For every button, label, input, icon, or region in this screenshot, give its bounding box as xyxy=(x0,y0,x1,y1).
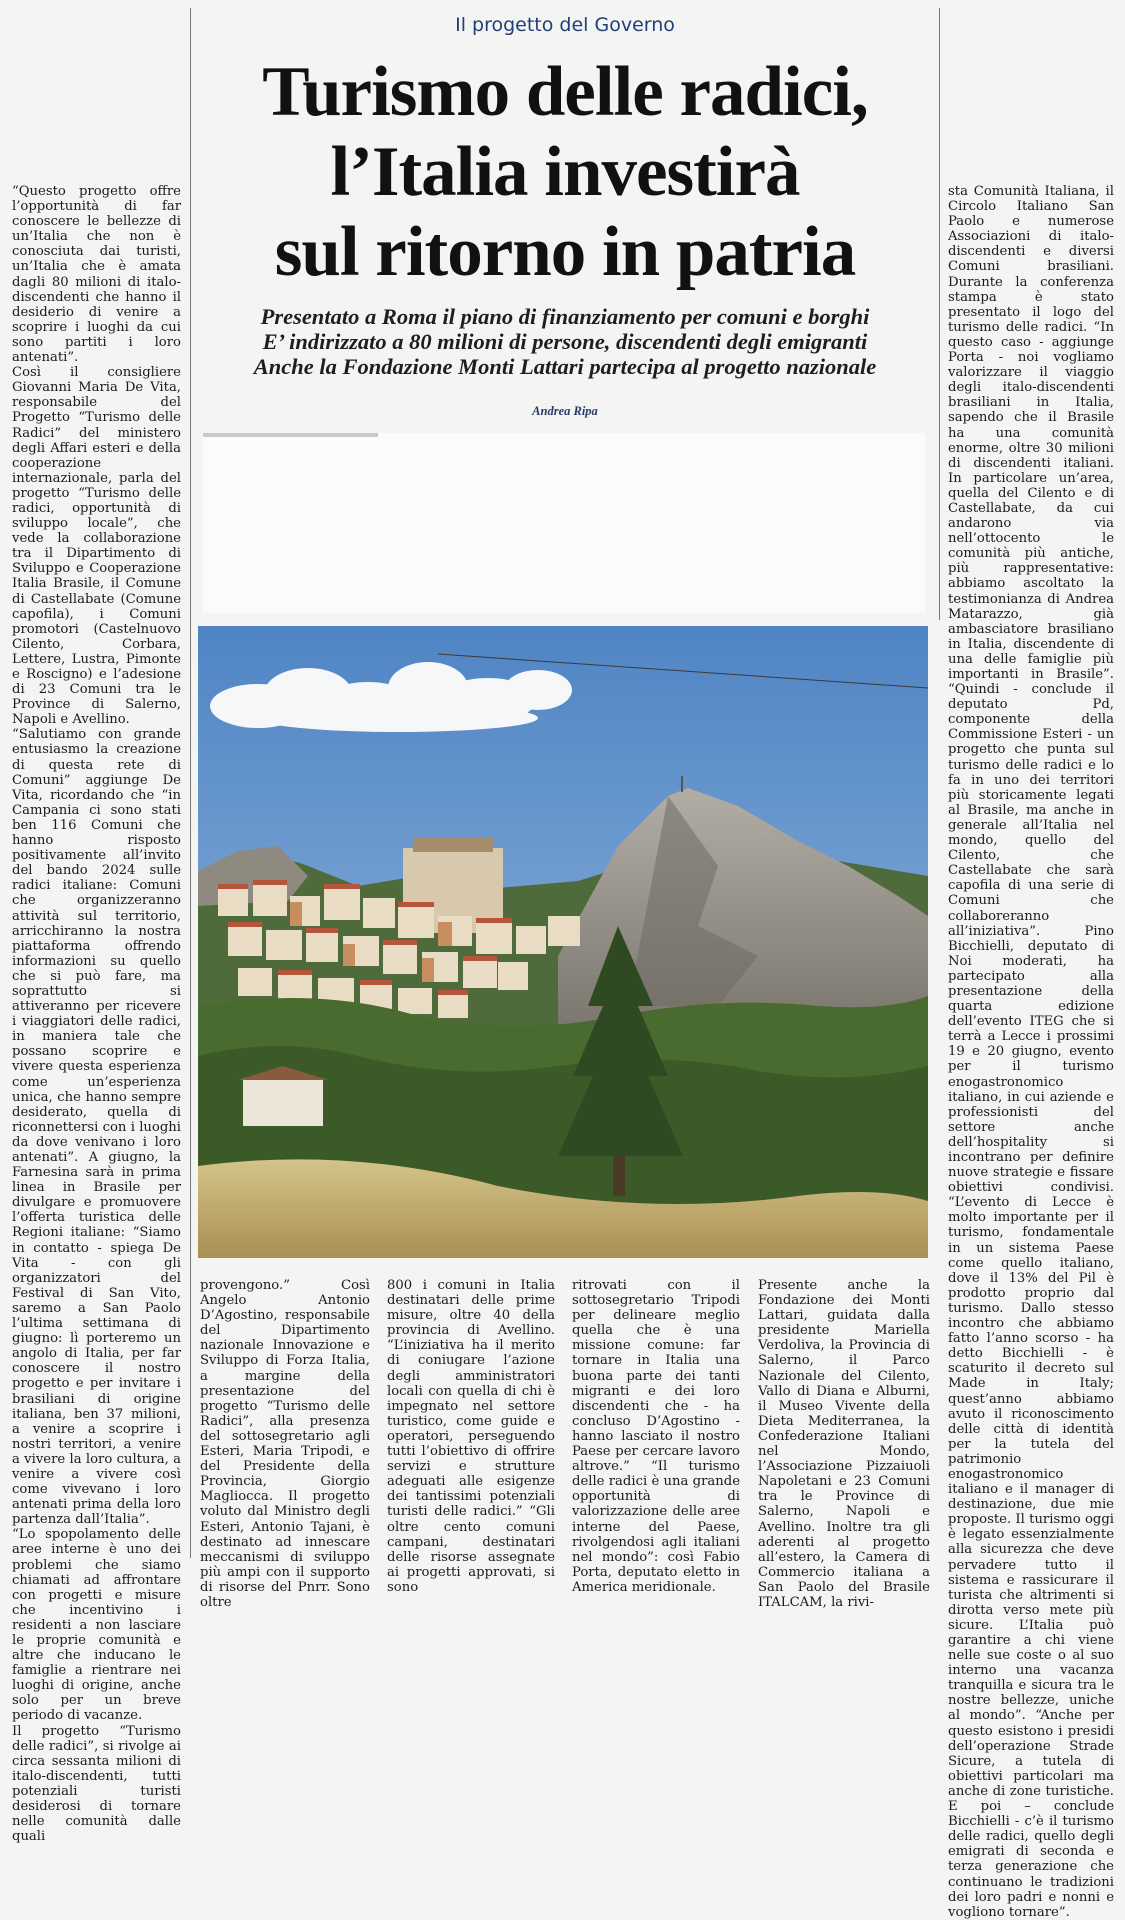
article-column-right xyxy=(948,184,1114,1920)
headline-line-2: l’Italia investirà xyxy=(330,133,800,211)
paragraph: “Salutiamo con grande entusiasmo la creazione di questa rete di Comuni” aggiunge De Vita, ricordando che “in Campania ci sono stati ben 116 Comuni che hanno risposto positivamente all’invito del bando 2024 sulle radici italiane: Comuni che organizzeranno attività sul territorio, arricchiranno la nostra piattaforma offrendo informazioni su quello che si può fare, ma soprattutto si attiveranno per ricevere i viaggiatori delle radici, in maniera tale che possano scoprire e vivere questa esperienza come un’esperienza unica, che hanno sempre desiderato, quella di riconnettersi con i luoghi da dove venivano i loro antenati”. A giugno, la Farnesina sarà in prima linea in Brasile per divulgare e promuovere l’offerta turistica delle Regioni italiane: “Siamo in contatto - spiega De Vita - con gli organizzatori del Festival di San Vito, saremo a San Paolo l’ultima settimana di giugno: lì porteremo un angolo di Italia, per far conoscere il nostro progetto e per invitare i brasiliani di origine italiana, ben 37 milioni, a venire a scoprire i nostri territori, a venire a vivere la loro cultura, a venire a vivere così come vivevano i loro antenati prima della loro partenza dall’Italia”. xyxy=(12,727,181,1528)
blank-area-edge xyxy=(203,433,378,437)
subheadline xyxy=(190,304,940,379)
section-kicker: Il progetto del Governo xyxy=(455,14,675,36)
article-column-left xyxy=(12,184,181,1845)
paragraph: sta Comunità Italiana, il Circolo Italiano San Paolo e numerose Associazioni di italo- discendenti e diversi Comuni brasiliani. Durante la conferenza stampa è stato presentato il logo del turismo delle radici. “In questo caso - aggiunge Porta - noi vogliamo valorizzare il viaggio degli italo-discendenti brasiliani in Italia, sapendo che il Brasile ha una comunità enorme, oltre 30 milioni di discendenti italiani. In particolare un’area, quella del Cilento e di Castellabate, da cui andarono via nell’ottocento le comunità più antiche, più rappresentative: abbiamo ascoltato la testimonianza di Andrea Matarazzo, già ambasciatore brasiliano in Italia, discendente di una delle famiglie più importanti in Brasile”. “Quindi - conclude il deputato Pd, componente della Commissione Esteri - un progetto che punta sul turismo delle radici e lo fa in uno dei territori più storicamente legati al Brasile, ma anche in generale all’Italia nel mondo, quello del Cilento, che Castellabate che sarà capofila di una serie di Comuni che collaboreranno all’iniziativa”. Pino Bicchielli, deputato di Noi moderati, ha partecipato alla presentazione della quarta edizione dell’evento ITEG che si terrà a Lecce i prossimi 19 e 20 giugno, evento per il turismo enogastronomico italiano, in cui aziende e professionisti del settore anche dell’hospitality si incontrano per definire nuove strategie e fissare obiettivi condivisi. “L’evento di Lecce è molto importante per il turismo, fondamentale in un sistema Paese come quello italiano, dove il 13% del Pil è prodotto proprio dal turismo. Dallo stesso incontro che abbiamo fatto l’anno scorso - ha detto Bicchielli - è scaturito il decreto sul Made in Italy; quest’anno abbiamo avuto il riconoscimento delle città di identità per la tutela del patrimonio enogastronomico italiano e il manager di destinazione, due mie proposte. Il turismo oggi è legato essenzialmente alla sicurezza che deve pervadere tutto il sistema e rassicurare il turista che altrimenti si dirotta verso mete più sicure. L’Italia può garantire a chi viene nelle sue coste o al suo interno una vacanza tranquilla e sicura tra le nostre bellezze, uniche al mondo”. “Anche per questo esistono i presidi dell’operazione Strade Sicure, a tutela di obiettivi particolari ma anche di zone turistiche. E poi – conclude Bicchielli - c’è il turismo delle radici, quello degli emigrati di seconda e terza generazione che continuano le tradizioni dei loro padri e nonni e vogliono tornare”. xyxy=(948,184,1114,1920)
paragraph: “Lo spopolamento delle aree interne è uno dei problemi che siamo chiamati ad affrontare con progetti e misure che incentivino i residenti a non lasciare le proprie comunità e altre che inducano le famiglie a rientrare nei luoghi di origine, anche solo per un breve periodo di vacanze. xyxy=(12,1527,181,1724)
subhead-line-2: E’ indirizzato a 80 milioni di persone, discendenti degli emigranti xyxy=(262,329,868,354)
paragraph: “Questo progetto offre l’opportunità di far conoscere le bellezze di un’Italia che non è conosciuta dai turisti, un’Italia che è amata dagli 80 milioni di italo-discendenti che hanno il desiderio di venire a scoprire i luoghi da cui sono partiti i loro antenati”. xyxy=(12,184,181,366)
article-column-bottom-3 xyxy=(572,1278,740,1595)
small-house xyxy=(243,1078,323,1126)
byline: Andrea Ripa xyxy=(532,404,598,418)
paragraph: 800 i comuni in Italia destinatari delle prime misure, oltre 40 della provincia di Avellino. “L’iniziativa ha il merito di coniugare l’azione degli amministratori locali con quella di chi è impegnato nel settore turistico, come guide e operatori, perseguendo tutti l’obiettivo di offrire servizi e strutture adeguati alle esigenze dei tantissimi potenziali turisti delle radici.” “Gli oltre cento comuni campani, destinatari delle risorse assegnate ai progetti approvati, si sono xyxy=(387,1278,555,1595)
paragraph: provengono.” Così Angelo Antonio D’Agostino, responsabile del Dipartimento nazionale Innovazione e Sviluppo di Forza Italia, a margine della presentazione del progetto “Turismo delle Radici”, alla presenza del sottosegretario agli Esteri, Maria Tripodi, e del Presidente della Provincia, Giorgio Magliocca. Il progetto voluto dal Ministro degli Esteri, Antonio Tajani, è destinato ad innescare meccanismi di sviluppo più ampi con il supporto di risorse del Pnrr. Sono oltre xyxy=(200,1278,370,1610)
subhead-line-3: Anche la Fondazione Monti Lattari partecipa al progetto nazionale xyxy=(253,354,877,379)
article-column-bottom-4 xyxy=(758,1278,930,1610)
article-column-bottom-2 xyxy=(387,1278,555,1595)
article-column-bottom-1 xyxy=(200,1278,370,1610)
headline-line-1: Turismo delle radici, xyxy=(262,53,868,131)
paragraph: ritrovati con il sottosegretario Tripodi per delineare meglio quella che è una missione comune: far tornare in Italia una buona parte dei tanti migranti e dei loro discendenti che - ha concluso D’Agostino - hanno lasciato il nostro Paese per cercare lavoro altrove.” “Il turismo delle radici è una grande opportunità di valorizzazione delle aree interne del Paese, rivolgendosi agli italiani nel mondo”: così Fabio Porta, deputato eletto in America meridionale. xyxy=(572,1278,740,1595)
village-landscape-image xyxy=(198,626,928,1258)
subhead-line-1: Presentato a Roma il piano di finanziamento per comuni e borghi xyxy=(260,304,870,329)
hilltop-village-photo xyxy=(198,626,928,1258)
paragraph: Presente anche la Fondazione dei Monti Lattari, guidata dalla presidente Mariella Verdoliva, la Provincia di Salerno, il Parco Nazionale del Cilento, Vallo di Diana e Alburni, il Museo Vivente della Dieta Mediterranea, la Confederazione Italiani nel Mondo, l’Associazione Pizzaiuoli Napoletani e 23 Comuni tra le Province di Salerno, Napoli e Avellino. Inoltre tra gli aderenti al progetto all’estero, la Camera di Commercio italiana a San Paolo del Brasile ITALCAM, la rivi- xyxy=(758,1278,930,1610)
headline-line-3: sul ritorno in patria xyxy=(274,213,856,291)
headline xyxy=(190,52,940,292)
pine-trunk xyxy=(613,1156,625,1196)
paragraph: Il progetto “Turismo delle radici”, si rivolge ai circa sessanta milioni di italo-discendenti, tutti potenziali turisti desiderosi di tornare nelle comunità dalle quali xyxy=(12,1723,181,1845)
paragraph: Così il consigliere Giovanni Maria De Vita, responsabile del Progetto “Turismo delle Radici” del ministero degli Affari esteri e della cooperazione internazionale, parla del progetto “Turismo delle radici, opportunità di sviluppo locale”, che vede la collaborazione tra il Dipartimento di Sviluppo e Cooperazione Italia Brasile, il Comune di Castellabate (Comune capofila), i Comuni promotori (Castelnuovo Cilento, Corbara, Lettere, Lustra, Pimonte e Roscigno) e l’adesione di 23 Comuni tra le Province di Salerno, Napoli e Avellino. xyxy=(12,365,181,728)
blank-area xyxy=(203,433,925,613)
